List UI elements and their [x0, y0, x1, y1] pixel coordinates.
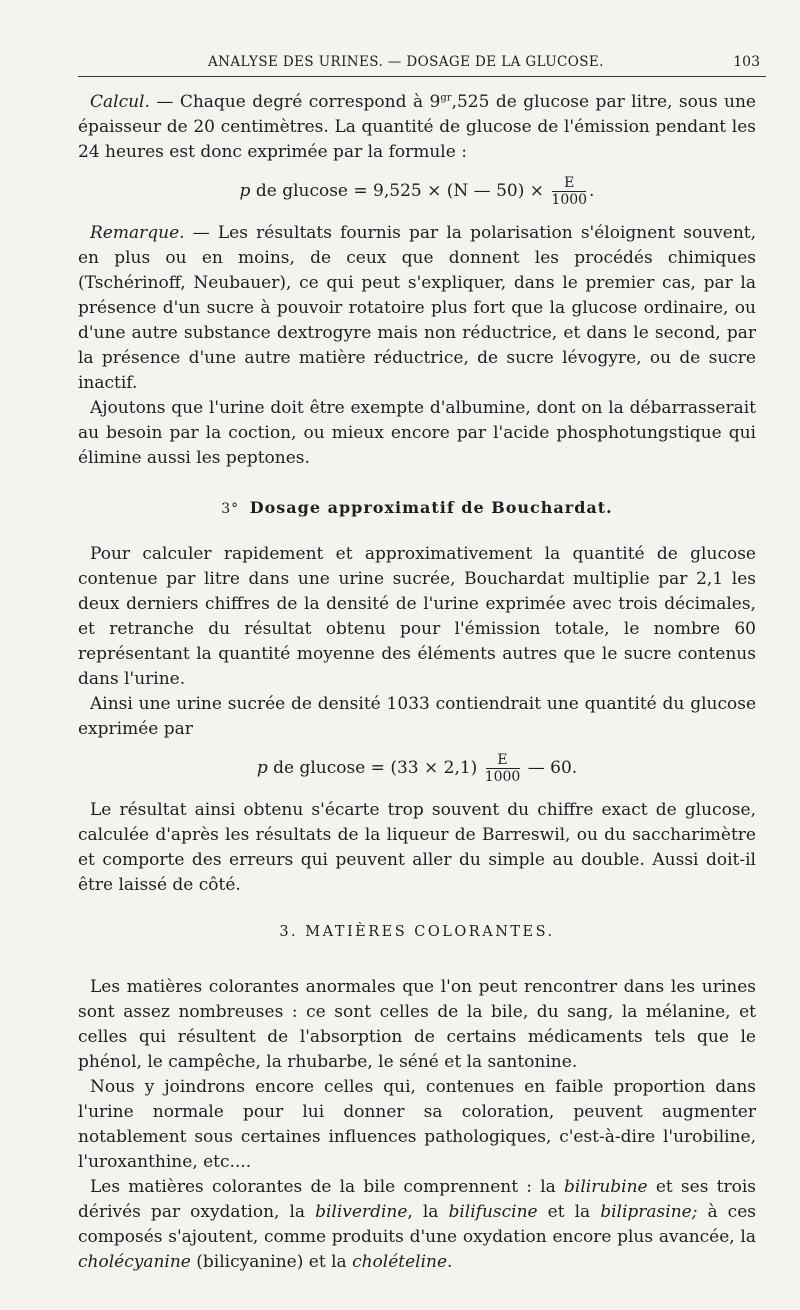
formula1-fraction: [551, 175, 587, 208]
remarque-text: — Les résultats fournis par la polarisation s'éloignent souvent, en plus ou en moins, de ceux que donnent les procédés chimiques (Tschérinoff, Neubauer), ce qui peut s'expliquer, dans le premier cas, par la présence d'un sucre à pouvoir rotatoire plus fort que la glucose ordinaire, ou d'une autre substance dextrogyre mais non réductrice, et dans le second, par la présence d'une autre matière réductrice, de sucre lévogyre, ou de sucre inactif.: [78, 223, 756, 393]
section-title: Dosage approximatif de Bouchardat.: [249, 498, 613, 517]
bile-text-c: , la: [407, 1202, 449, 1222]
formula1-end: .: [589, 180, 595, 201]
bile-text-f: (bilicyanine) et la: [190, 1252, 353, 1272]
calcul-text-b: ,525 de glucose par litre, sous une épaisseur de 20 centimètres. La quantité de glucose de l'émission pendant les 24 heures est donc exprimée par la formule :: [78, 92, 756, 162]
term-bilirubine: bilirubine: [564, 1177, 648, 1197]
formula-polarisation: [78, 171, 756, 211]
paragraph-resultat: Le résultat ainsi obtenu s'écarte trop souvent du chiffre exact de glucose, calculée d'après les résultats de la liqueur de Barreswil, ou du saccharimètre et comporte des erreurs qui peuvent aller du simple au double. Aussi doit-il être laissé de côté.: [78, 800, 756, 895]
formula2-denominator: 1000: [484, 768, 521, 785]
formula2-fraction: [485, 752, 521, 785]
term-bilifuscine: bilifuscine: [448, 1202, 538, 1222]
paragraph-remarque: [78, 221, 756, 396]
calcul-label: Calcul.: [90, 92, 150, 112]
formula2-variable: p: [256, 757, 268, 778]
paragraph-pour-calculer: Pour calculer rapidement et approximativement la quantité de glucose contenue par litre dans une urine sucrée, Bouchardat multiplie par 2,1 les deux derniers chiffres de la densité de l'urine exprimée avec trois décimales, et retranche du résultat obtenu pour l'émission totale, le nombre 60 représentant la quantité moyenne des éléments autres que le sucre contenus dans l'urine.: [78, 544, 756, 689]
section-heading-bouchardat: [78, 495, 756, 522]
page-number: 103: [733, 54, 760, 70]
paragraph-matieres: Les matières colorantes anormales que l'on peut rencontrer dans les urines sont assez nombreuses : ce sont celles de la bile, du sang, la mélanine, et celles qui résultent de l'absorption de certains médicaments tels que le phénol, le campêche, la rhubarbe, le séné et la santonine.: [78, 977, 756, 1072]
running-title: ANALYSE DES URINES. — DOSAGE DE LA GLUCOSE.: [208, 54, 604, 70]
paragraph-ainsi: Ainsi une urine sucrée de densité 1033 contiendrait une quantité du glucose exprimée par: [78, 694, 756, 739]
term-biliprasine: biliprasine;: [600, 1202, 698, 1222]
calcul-superscript: gr: [440, 92, 452, 104]
bile-text-e: à ces composés s'ajoutent, comme produits d'une oxydation encore plus avancée, la: [78, 1202, 756, 1247]
page-body: [78, 90, 756, 1275]
paragraph-ajoutons: Ajoutons que l'urine doit être exempte d'albumine, dont on la débarrasserait au besoin par la coction, ou mieux encore par l'acide phosphotungstique qui élimine aussi les peptones.: [78, 398, 756, 468]
bile-text-a: Les matières colorantes de la bile comprennent : la: [90, 1177, 565, 1197]
formula2-middle: de glucose = (33 × 2,1): [267, 757, 483, 778]
term-cholecyanine: cholécyanine: [78, 1252, 191, 1272]
paragraph-calcul: [78, 90, 756, 165]
calcul-text-a: — Chaque degré correspond à 9: [149, 92, 441, 112]
section-number: 3°: [221, 501, 240, 517]
formula1-numerator: E: [564, 174, 575, 191]
chapter-heading-matieres-colorantes: 3. MATIÈRES COLORANTES.: [279, 924, 555, 940]
bile-text-b: et ses trois dérivés par oxydation, la: [78, 1177, 757, 1222]
bile-text-d: et la: [537, 1202, 601, 1222]
formula-bouchardat: [78, 748, 756, 788]
term-biliverdine: biliverdine: [315, 1202, 408, 1222]
formula2-end: — 60.: [522, 757, 578, 778]
paragraph-nous: Nous y joindrons encore celles qui, contenues en faible proportion dans l'urine normale pour lui donner sa coloration, peuvent augmenter notablement sous certaines influences pathologiques, c'est-à-dire l'urobiline, l'uroxanthine, etc....: [78, 1077, 756, 1172]
formula1-variable: p: [239, 180, 251, 201]
term-choleteline: cholételine: [352, 1252, 448, 1272]
page-header: [78, 52, 766, 77]
formula2-numerator: E: [497, 751, 508, 768]
remarque-label: Remarque.: [90, 223, 185, 243]
formula1-denominator: 1000: [551, 191, 588, 208]
formula1-middle: de glucose = 9,525 × (N — 50) ×: [250, 180, 550, 201]
bile-text-g: .: [447, 1252, 453, 1272]
paragraph-bile: [78, 1175, 756, 1275]
